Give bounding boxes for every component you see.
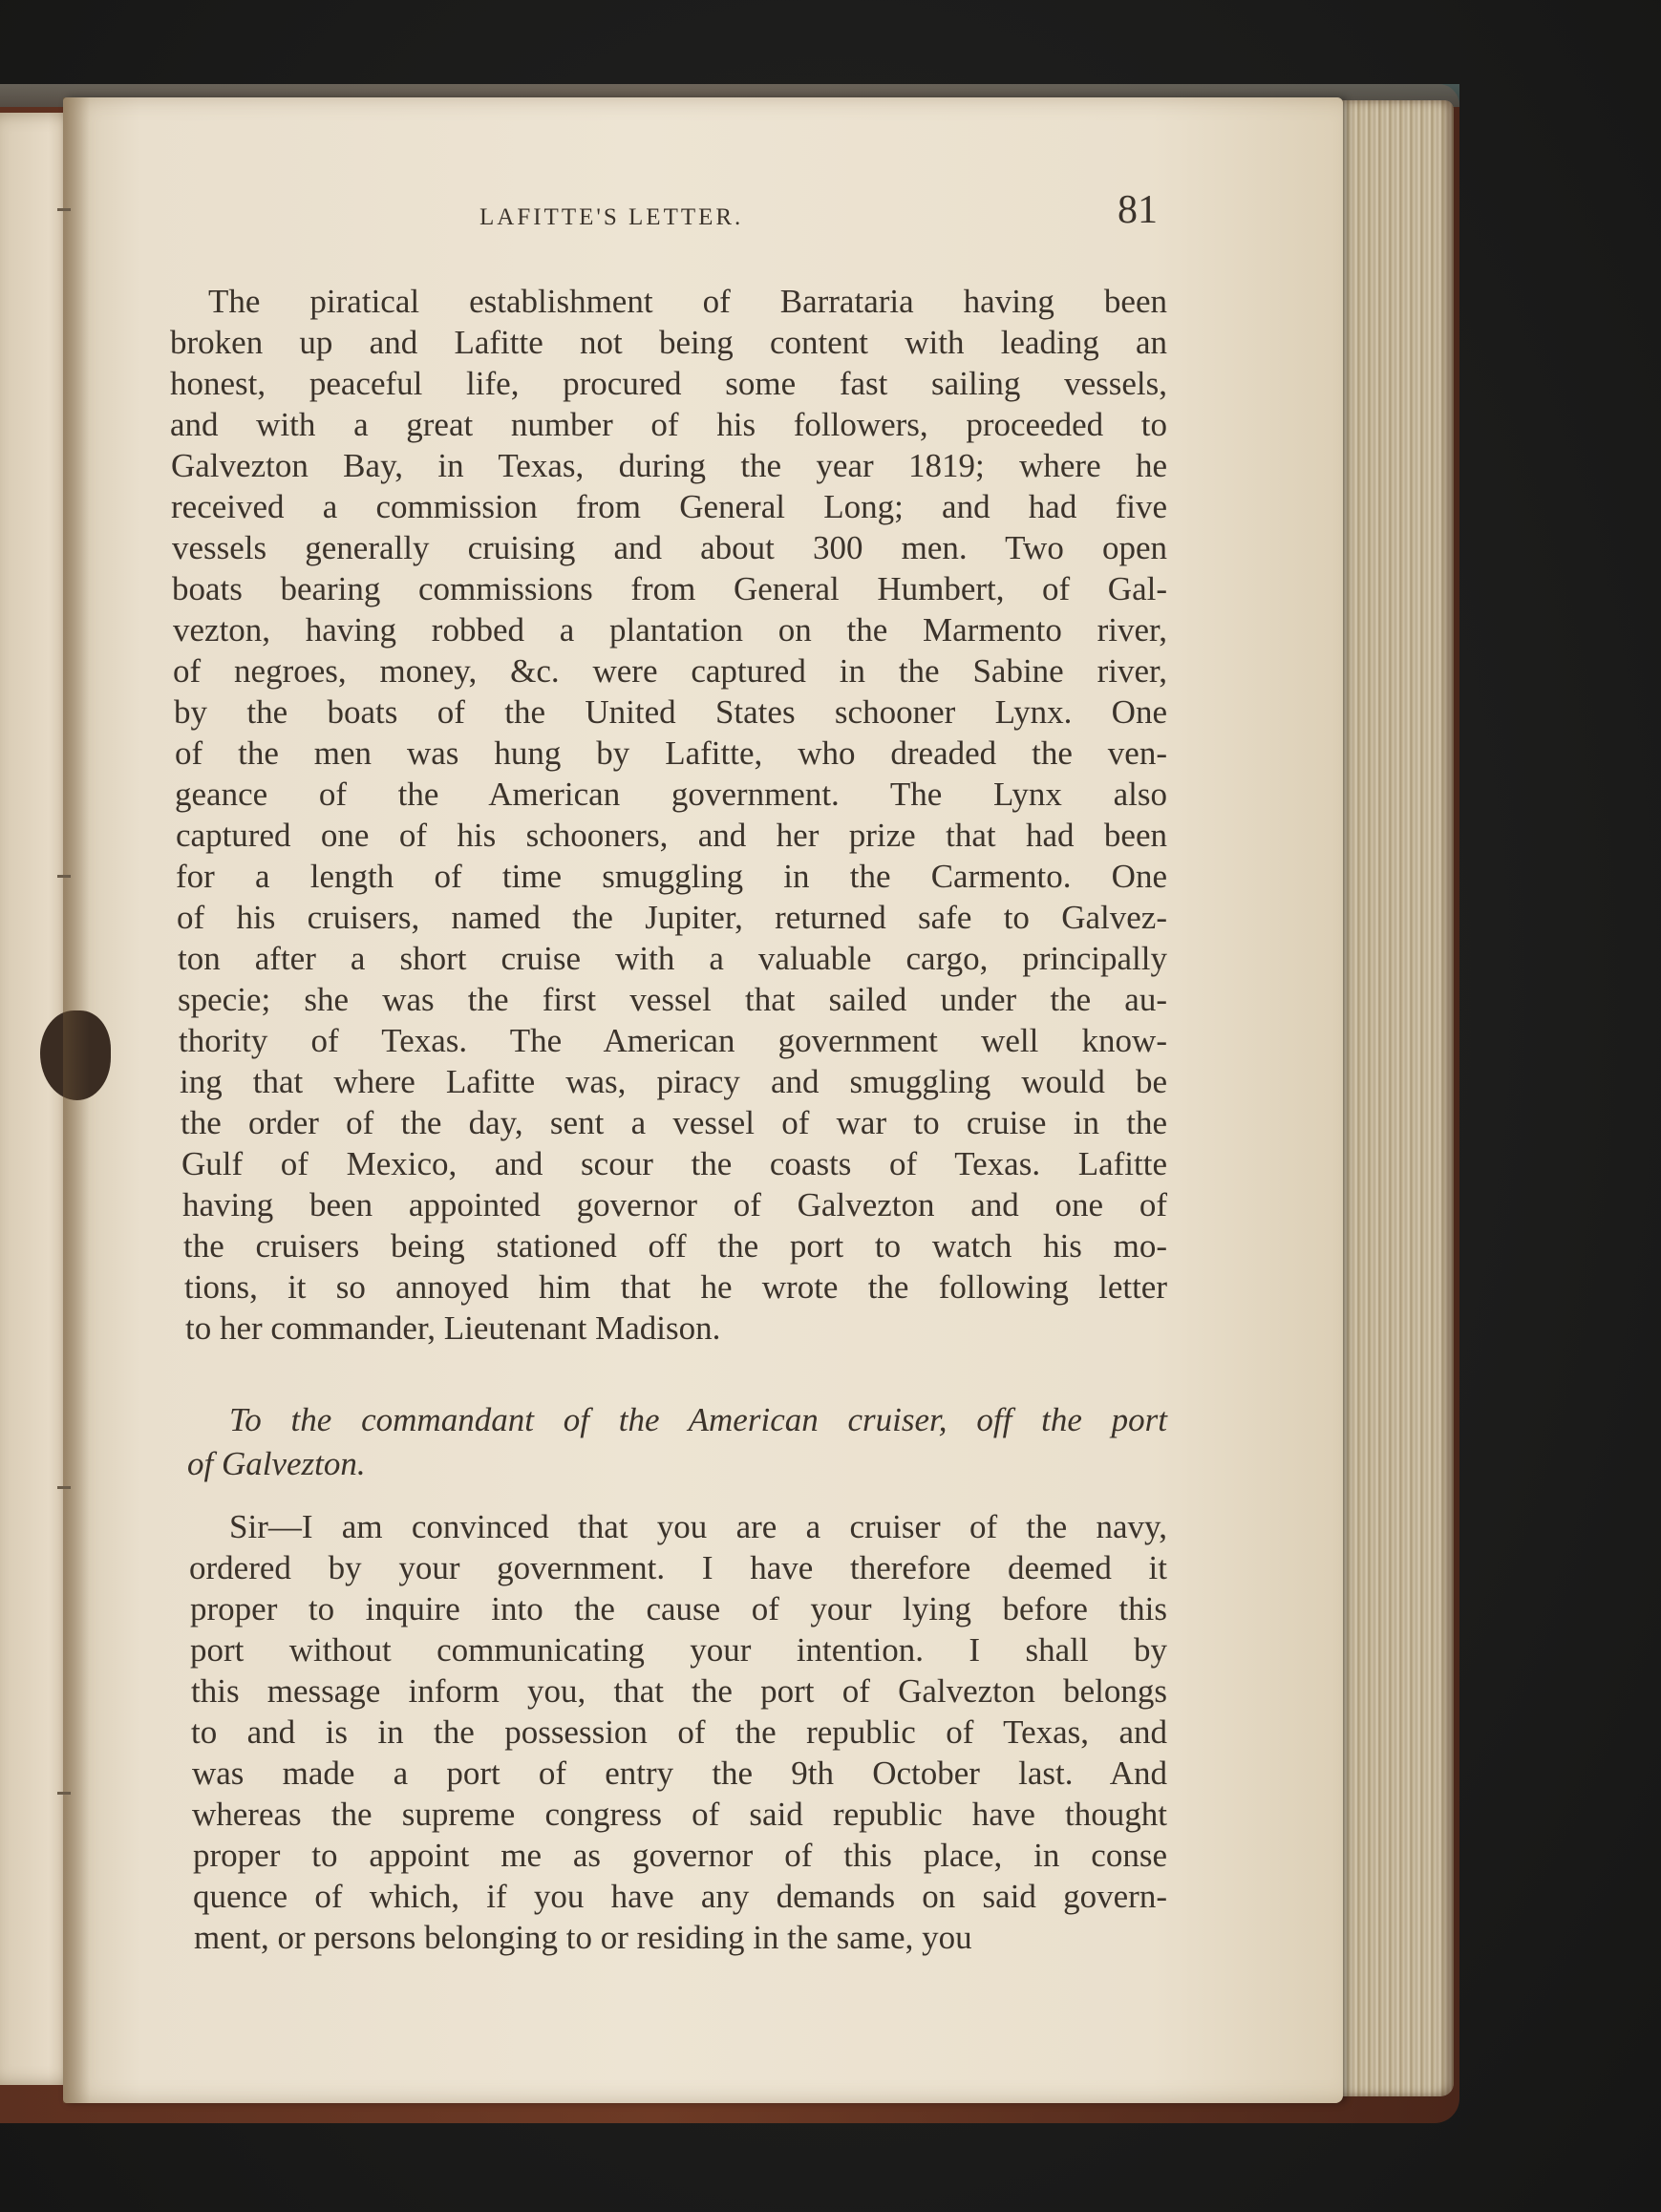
- text-line: port without communicating your intention. I shall by: [190, 1631, 1167, 1669]
- running-head: LAFITTE'S LETTER.: [479, 204, 744, 230]
- text-line: ordered by your government. I have therefore deemed it: [189, 1549, 1167, 1586]
- text-line: proper to appoint me as governor of this place, in conse: [193, 1837, 1167, 1874]
- text-line: thority of Texas. The American government well know-: [179, 1022, 1167, 1059]
- text-line: having been appointed governor of Galvezton and one of: [182, 1186, 1167, 1223]
- text-line: the order of the day, sent a vessel of war to cruise in the: [181, 1104, 1167, 1141]
- text-line: Sir—I am convinced that you are a cruiser of the navy,: [229, 1508, 1167, 1545]
- text-line: quence of which, if you have any demands on said govern-: [193, 1878, 1167, 1915]
- text-line: Gulf of Mexico, and scour the coasts of Texas. Lafitte: [181, 1145, 1167, 1182]
- text-line: for a length of time smuggling in the Carmento. One: [176, 858, 1167, 895]
- text-line: vezton, having robbed a plantation on the Marmento river,: [173, 611, 1167, 649]
- text-line: Galvezton Bay, in Texas, during the year 1819; where he: [171, 447, 1167, 484]
- text-line: ing that where Lafitte was, piracy and smuggling would be: [180, 1063, 1167, 1100]
- text-line: whereas the supreme congress of said republic have thought: [192, 1796, 1167, 1833]
- text-line: and with a great number of his followers, proceeded to: [170, 406, 1167, 443]
- page-number: 81: [1118, 188, 1158, 232]
- text-line: honest, peaceful life, procured some fast sailing vessels,: [170, 365, 1167, 402]
- text-line: ment, or persons belonging to or residing in the same, you: [194, 1919, 972, 1956]
- text-line: of negroes, money, &c. were captured in the Sabine river,: [173, 652, 1167, 690]
- text-line: this message inform you, that the port of Galvezton belongs: [191, 1672, 1167, 1710]
- text-line: by the boats of the United States schooner Lynx. One: [174, 693, 1167, 731]
- text-line: The piratical establishment of Barrataria having been: [208, 283, 1167, 320]
- text-line: received a commission from General Long; and had five: [171, 488, 1167, 525]
- text-line: to and is in the possession of the republic of Texas, and: [191, 1713, 1167, 1751]
- text-line: specie; she was the first vessel that sailed under the au-: [178, 981, 1167, 1018]
- text-line: the cruisers being stationed off the port to watch his mo-: [183, 1227, 1167, 1265]
- text-line: tions, it so annoyed him that he wrote the following letter: [184, 1268, 1167, 1306]
- text-line: broken up and Lafitte not being content with leading an: [170, 324, 1167, 361]
- text-line: ton after a short cruise with a valuable cargo, principally: [178, 940, 1167, 977]
- text-line: captured one of his schooners, and her prize that had been: [176, 817, 1167, 854]
- heading-line: To the commandant of the American cruiser, off the port: [229, 1401, 1167, 1438]
- text-line: boats bearing commissions from General Humbert, of Gal-: [172, 570, 1167, 607]
- text-line: geance of the American government. The Lynx also: [175, 776, 1167, 813]
- text-line: vessels generally cruising and about 300 men. Two open: [172, 529, 1167, 566]
- text-line: was made a port of entry the 9th October last. And: [192, 1755, 1167, 1792]
- text-line: proper to inquire into the cause of your lying before this: [190, 1590, 1167, 1627]
- heading-line: of Galvezton.: [187, 1445, 366, 1482]
- text-line: of the men was hung by Lafitte, who dreaded the ven-: [175, 734, 1167, 772]
- text-line: to her commander, Lieutenant Madison.: [185, 1309, 721, 1347]
- text-line: of his cruisers, named the Jupiter, returned safe to Galvez-: [177, 899, 1167, 936]
